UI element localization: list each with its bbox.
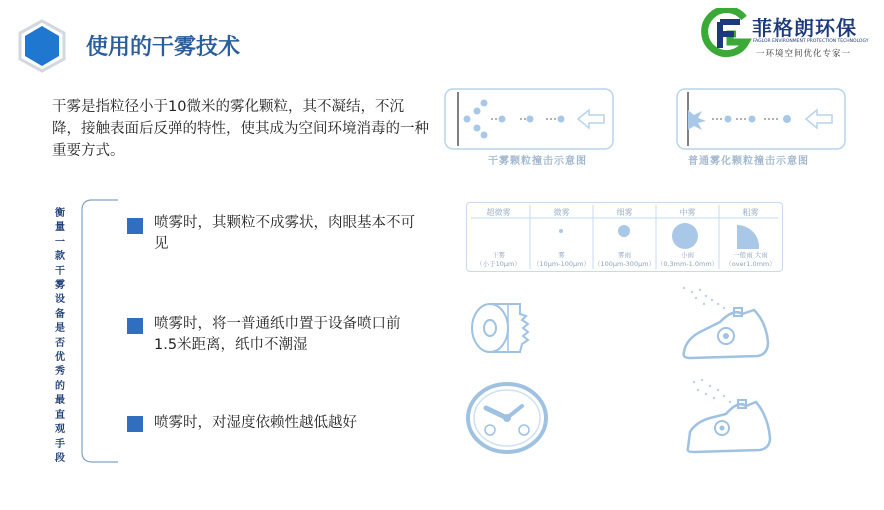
hexagon-icon [18, 19, 66, 73]
logo-mark-icon [700, 8, 752, 60]
size-header-1: 超微雾 [486, 208, 511, 217]
bullet-item-1: 喷雾时，其颗粒不成雾状，肉眼基本不可见 [154, 215, 415, 252]
bullet-marker [127, 416, 143, 432]
size-footer-1: 干雾 （小于10μm） [476, 251, 521, 268]
dry-fog-collision-diagram [444, 88, 614, 150]
size-header-3: 细雾 [616, 208, 633, 217]
size-header-4: 中雾 [679, 208, 696, 217]
bullet-marker [127, 318, 143, 334]
size-header-2: 微雾 [553, 208, 570, 217]
company-logo [700, 8, 880, 64]
dry-fog-caption: 干雾颗粒撞击示意图 [488, 156, 587, 167]
size-footer-2: 雾 （10μm-100μm） [533, 251, 590, 268]
size-header-5: 粗雾 [742, 208, 759, 217]
bullet-item-3: 喷雾时，对湿度依赖性越低越好 [154, 415, 357, 431]
bullet-item-2: 喷雾时，将一普通纸巾置于设备喷口前1.5米距离，纸巾不潮湿 [154, 316, 401, 353]
logo-name-cn: 菲格朗环保 [752, 16, 857, 40]
droplet-size-table [466, 202, 783, 272]
normal-fog-caption: 普通雾化颗粒撞击示意图 [688, 156, 809, 167]
bullet-marker [127, 218, 143, 234]
clock-icon [464, 380, 550, 456]
logo-name-en: FAGLOR ENVIRONMENT PROTECTION TECHNOLOGY [753, 39, 869, 44]
size-footer-3: 雾雨 （100μm-300μm） [593, 251, 656, 268]
tissue-roll-icon [468, 300, 560, 356]
page-title: 使用的干雾技术 [86, 35, 241, 60]
fogger-device-icon [676, 282, 776, 362]
side-bracket [78, 198, 120, 464]
logo-tagline: 一环境空间优化专家一 [756, 49, 852, 59]
intro-paragraph: 干雾是指粒径小于10微米的雾化颗粒，其不凝结，不沉降，接触表面后反弹的特性，使其成为空间环境消毒的一种重要方式。 [52, 99, 429, 159]
size-footer-4: 小雨 （0.3mm-1.0mm） [656, 251, 719, 268]
size-footer-5: 一般雨 大雨 （over1.0mm） [725, 251, 776, 268]
fogger-device-icon [680, 376, 776, 456]
normal-fog-collision-diagram [676, 88, 846, 150]
side-label: 衡量一款干雾设备是否优秀的最直观手段 [55, 208, 65, 464]
